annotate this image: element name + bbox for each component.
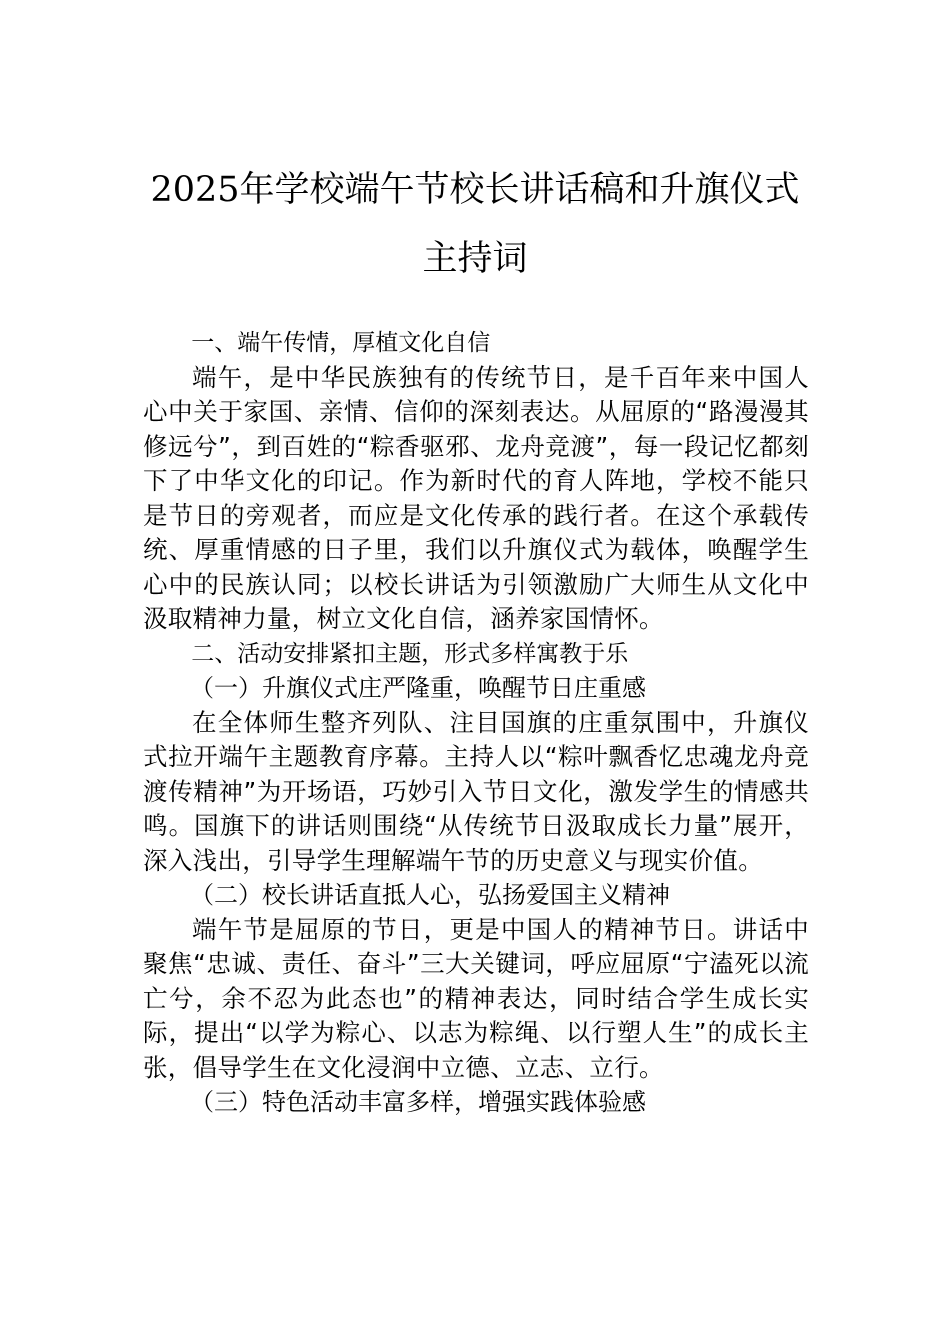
paragraph-1: 端午，是中华民族独有的传统节日，是千百年来中国人心中关于家国、亲情、信仰的深刻表达。从屈原的“路漫漫其修远兮”，到百姓的“粽香驱邪、龙舟竞渡”，每一段记忆都刻下了中华文化的印记。作为新时代的育人阵地，学校不能只是节日的旁观者，而应是文化传承的践行者。在这个承载传统、厚重情感的日子里，我们以升旗仪式为载体，唤醒学生心中的民族认同；以校长讲话为引领激励广大师生从文化中汲取精神力量，树立文化自信，涵养家国情怀。 xyxy=(143,362,809,633)
section-heading-1: 一、端午传情，厚植文化自信 xyxy=(191,330,491,356)
paragraph-2: 在全体师生整齐列队、注目国旗的庄重氛围中，升旗仪式拉开端午主题教育序幕。主持人以“粽叶飘香忆忠魂龙舟竞渡传精神”为开场语，巧妙引入节日文化，激发学生的情感共鸣。国旗下的讲话则围绕“从传统节日汲取成长力量”展开，深入浅出，引导学生理解端午节的历史意义与现实价值。 xyxy=(143,707,809,875)
subsection-heading-1: （一）升旗仪式庄严隆重，唤醒节日庄重感 xyxy=(190,674,646,702)
document-title-line-1: 2025年学校端午节校长讲话稿和升旗仪式 xyxy=(150,170,800,210)
subsection-heading-2: （二）校长讲话直抵人心，弘扬爱国主义精神 xyxy=(190,881,670,909)
paragraph-3: 端午节是屈原的节日，更是中国人的精神节日。讲话中聚焦“忠诚、责任、奋斗”三大关键词，呼应屈原“宁溘死以流亡兮，余不忍为此态也”的精神表达，同时结合学生成长实际，提出“以学为粽心、以志为粽绳、以行塑人生”的成长主张，倡导学生在文化浸润中立德、立志、立行。 xyxy=(143,914,809,1082)
section-heading-2: 二、活动安排紧扣主题，形式多样寓教于乐 xyxy=(191,640,629,667)
document-title-line-2: 主持词 xyxy=(422,239,528,279)
document-body xyxy=(143,326,809,1120)
subsection-heading-3: （三）特色活动丰富多样，增强实践体验感 xyxy=(190,1088,646,1116)
